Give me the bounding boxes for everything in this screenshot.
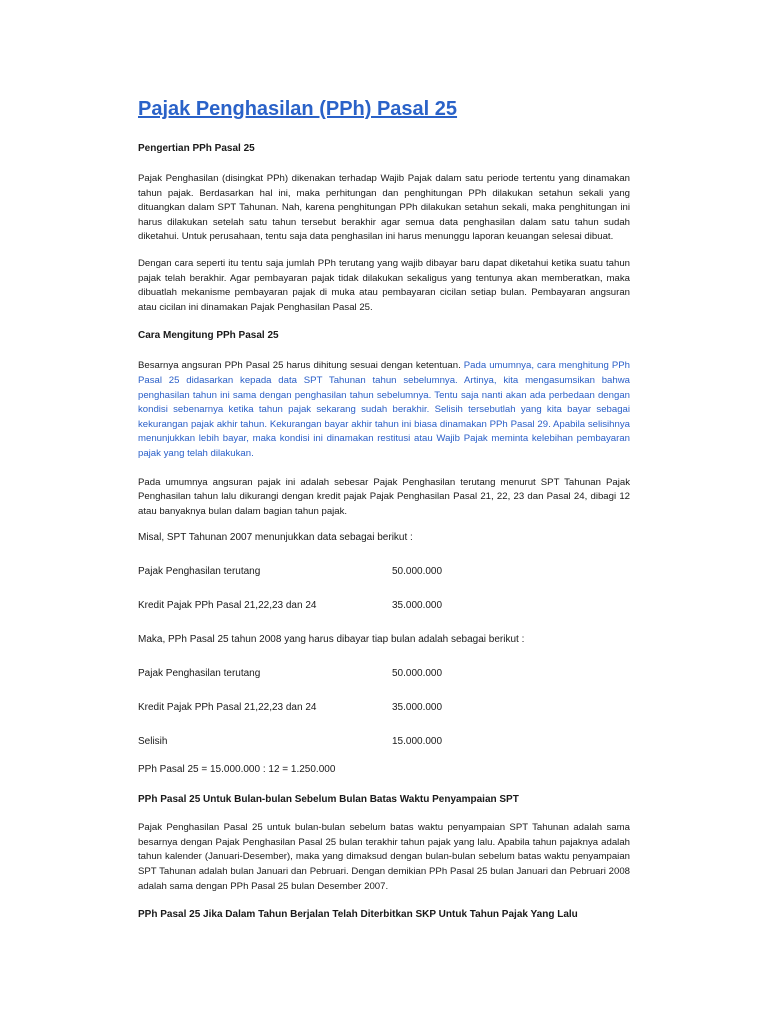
section-heading-cara-menghitung: Cara Mengitung PPh Pasal 25 [138,330,279,342]
paragraph [138,359,630,461]
paragraph: Pajak Penghasilan (disingkat PPh) dikenakan terhadap Wajib Pajak dalam satu periode tertentu yang dinamakan tahun pajak. Berdasarkan hal ini, maka perhitungan dan penghitungan PPh dilakukan setahun sekali yang dituangkan dalam SPT Tahunan. Nah, karena penghitungan PPh dilakukan setahun sekali, maka penghitungan ini harus dilakukan setelah satu tahun tersebut berakhir agar semua data penghasilan dalam satu tahun sudah diketahui. Untuk perusahaan, tentu saja data penghasilan ini harus menunggu laporan keuangan selesai dibuat. [138,173,630,243]
row-label: Kredit Pajak PPh Pasal 21,22,23 dan 24 [138,600,317,612]
row-label: Kredit Pajak PPh Pasal 21,22,23 dan 24 [138,702,317,714]
paragraph: Dengan cara seperti itu tentu saja jumlah PPh terutang yang wajib dibayar baru dapat diketahui ketika suatu tahun pajak telah berakhir. Agar pembayaran pajak tidak dilakukan sekaligus yang tentunya akan memberatkan, maka dibuatlah mekanisme pembayaran pajak di muka atau pembayaran cicilan setiap bulan. Pembayaran angsuran atau cicilan ini dinamakan Pajak Penghasilan Pasal 25. [138,257,630,313]
paragraph: Pada umumnya angsuran pajak ini adalah sebesar Pajak Penghasilan terutang menurut SPT Tahunan Pajak Penghasilan tahun lalu dikurangi dengan kredit pajak Pajak Penghasilan Pasal 21, 22, 23 dan Pasal 24, dibagi 12 atau banyaknya bulan dalam bagian tahun pajak. [138,476,630,517]
page-title: Pajak Penghasilan (PPh) Pasal 25 [138,98,458,120]
paragraph-text: Besarnya angsuran PPh Pasal 25 harus dihitung sesuai dengan ketentuan. [138,360,461,372]
data-table-2008 [138,667,630,749]
result-intro: Maka, PPh Pasal 25 tahun 2008 yang harus dibayar tiap bulan adalah sebagai berikut : [138,634,525,646]
formula-line: PPh Pasal 25 = 15.000.000 : 12 = 1.250.000 [138,764,336,776]
row-label: Pajak Penghasilan terutang [138,668,261,680]
row-value: 35.000.000 [392,600,443,612]
section-heading-skp: PPh Pasal 25 Jika Dalam Tahun Berjalan Telah Diterbitkan SKP Untuk Tahun Pajak Yang Lalu [138,909,578,921]
document-page [138,96,630,938]
table-row [138,735,630,749]
data-table-2007 [138,565,630,613]
table-row [138,701,630,715]
row-label: Selisih [138,736,168,748]
table-row [138,565,630,579]
row-value: 35.000.000 [392,702,443,714]
table-row [138,667,630,681]
section-heading-pengertian: Pengertian PPh Pasal 25 [138,143,255,154]
highlighted-text: Pada umumnya, cara menghitung PPh Pasal 25 didasarkan kepada data SPT Tahunan tahun sebelumnya. Artinya, kita mengasumsikan bahwa penghasilan tahun ini sama dengan penghasilan tahun sebelumnya. Tentu saja nanti akan ada perbedaan dengan kondisi sebenarnya ketika tahun pajak sekarang sudah berakhir. Selisih tersebutlah yang kita bayar sebagai kekurangan pajak akhir tahun. Kekurangan bayar akhir tahun ini biasa dinamakan PPh Pasal 29. Apabila selisihnya menunjukkan lebih bayar, maka kondisi ini dinamakan restitusi atau Wajib Pajak meminta kelebihan pembayaran pajak yang telah dilakukan. [138,360,630,459]
row-value: 50.000.000 [392,566,443,578]
table-row [138,599,630,613]
paragraph: Pajak Penghasilan Pasal 25 untuk bulan-bulan sebelum batas waktu penyampaian SPT Tahunan adalah sama besarnya dengan Pajak Penghasilan Pasal 25 bulan terakhir tahun pajak yang lalu. Apabila tahun pajaknya adalah tahun kalender (Januari-Desember), maka yang dimaksud dengan bulan-bulan sebelum batas waktu penyampaian SPT Tahunan adalah bulan Januari dan Pebruari. Dengan demikian PPh Pasal 25 bulan Januari dan Pebruari 2008 adalah sama dengan PPh Pasal 25 bulan Desember 2007. [138,822,630,892]
row-label: Pajak Penghasilan terutang [138,566,261,578]
row-value: 50.000.000 [392,668,443,680]
section-heading-bulan-sebelum: PPh Pasal 25 Untuk Bulan-bulan Sebelum Bulan Batas Waktu Penyampaian SPT [138,794,519,806]
row-value: 15.000.000 [392,736,443,748]
example-intro: Misal, SPT Tahunan 2007 menunjukkan data sebagai berikut : [138,532,413,544]
